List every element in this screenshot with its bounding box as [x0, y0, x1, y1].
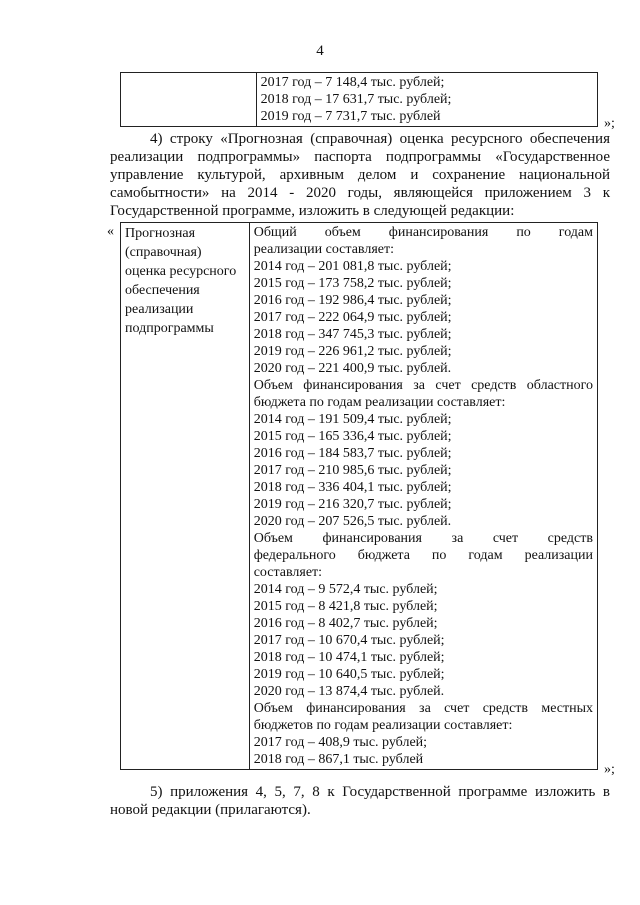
- table-row: Общий объем финансирования по годам: [253, 225, 593, 240]
- table-value-cell: [249, 223, 597, 770]
- paragraph-line: реализации подпрограммы» паспорта подпрограммы «Государственное: [110, 149, 610, 165]
- closing-quote: »;: [604, 116, 615, 131]
- table-row: 2014 год – 191 509,4 тыс. рублей;: [253, 412, 452, 427]
- table-row: 2017 год – 222 064,9 тыс. рублей;: [253, 310, 452, 325]
- paragraph-line: Государственной программе, изложить в следующей редакции:: [110, 203, 515, 219]
- table-row: 2014 год – 201 081,8 тыс. рублей;: [253, 259, 452, 274]
- label-line: (справочная): [125, 245, 202, 260]
- table-label-cell: [121, 73, 257, 127]
- table-row: 2018 год – 867,1 тыс. рублей: [253, 752, 424, 767]
- table-row: Объем финансирования за счет средств: [253, 531, 593, 546]
- table-row: бюджетов по годам реализации составляет:: [253, 718, 513, 733]
- table-row: Объем финансирования за счет средств областного: [253, 378, 593, 393]
- table-row: 2019 год – 10 640,5 тыс. рублей;: [253, 667, 445, 682]
- table-row: 2020 год – 221 400,9 тыс. рублей.: [253, 361, 452, 376]
- label-line: оценка ресурсного: [125, 264, 237, 279]
- funding-table-continuation: [120, 72, 598, 127]
- paragraph-line: 4) строку «Прогнозная (справочная) оценка ресурсного обеспечения: [150, 131, 610, 147]
- closing-quote: »;: [604, 762, 615, 777]
- table-row: 2020 год – 13 874,4 тыс. рублей.: [253, 684, 445, 699]
- funding-table: [120, 222, 598, 770]
- table-row: 2017 год – 10 670,4 тыс. рублей;: [253, 633, 445, 648]
- paragraph-line: 5) приложения 4, 5, 7, 8 к Государственной программе изложить в: [150, 784, 610, 800]
- table-row: составляет:: [253, 565, 323, 580]
- opening-quote: «: [107, 224, 114, 239]
- table-row: 2020 год – 207 526,5 тыс. рублей.: [253, 514, 452, 529]
- table-row: 2016 год – 8 402,7 тыс. рублей;: [253, 616, 438, 631]
- table-row: Объем финансирования за счет средств местных: [253, 701, 593, 716]
- table-row: 2018 год – 17 631,7 тыс. рублей;: [260, 92, 452, 107]
- label-line: Прогнозная: [125, 226, 196, 241]
- table-row: 2014 год – 9 572,4 тыс. рублей;: [253, 582, 438, 597]
- table-row: 2017 год – 7 148,4 тыс. рублей;: [260, 75, 445, 90]
- table-row: 2018 год – 347 745,3 тыс. рублей;: [253, 327, 452, 342]
- table-row: 2015 год – 8 421,8 тыс. рублей;: [253, 599, 438, 614]
- paragraph-5: [110, 783, 610, 819]
- table-row: 2018 год – 10 474,1 тыс. рублей;: [253, 650, 445, 665]
- table-row: 2019 год – 216 320,7 тыс. рублей;: [253, 497, 452, 512]
- table-row: бюджета по годам реализации составляет:: [253, 395, 506, 410]
- table-row: 2015 год – 165 336,4 тыс. рублей;: [253, 429, 452, 444]
- paragraph-line: управление культурой, архивным делом и сохранение национальной: [110, 167, 610, 183]
- page-number: 4: [316, 43, 324, 59]
- table-row: федерального бюджета по годам реализации: [253, 548, 593, 563]
- table-row: 2017 год – 210 985,6 тыс. рублей;: [253, 463, 452, 478]
- paragraph-4: [110, 130, 610, 220]
- paragraph-line: новой редакции (прилагаются).: [110, 802, 311, 818]
- table-row: 2019 год – 226 961,2 тыс. рублей;: [253, 344, 452, 359]
- label-line: обеспечения: [125, 283, 200, 298]
- label-line: реализации: [125, 302, 194, 317]
- table-row: 2018 год – 336 404,1 тыс. рублей;: [253, 480, 452, 495]
- table-row: 2017 год – 408,9 тыс. рублей;: [253, 735, 428, 750]
- paragraph-line: самобытности» на 2014 - 2020 годы, являющейся приложением 3 к: [110, 185, 610, 201]
- label-line: подпрограммы: [125, 321, 214, 336]
- table-row: реализации составляет:: [253, 242, 394, 257]
- table-value-cell: [256, 73, 597, 127]
- table-label-cell: [121, 223, 250, 770]
- table-row: 2016 год – 192 986,4 тыс. рублей;: [253, 293, 452, 308]
- table-row: 2016 год – 184 583,7 тыс. рублей;: [253, 446, 452, 461]
- table-row: 2019 год – 7 731,7 тыс. рублей: [260, 109, 441, 124]
- table-row: 2015 год – 173 758,2 тыс. рублей;: [253, 276, 452, 291]
